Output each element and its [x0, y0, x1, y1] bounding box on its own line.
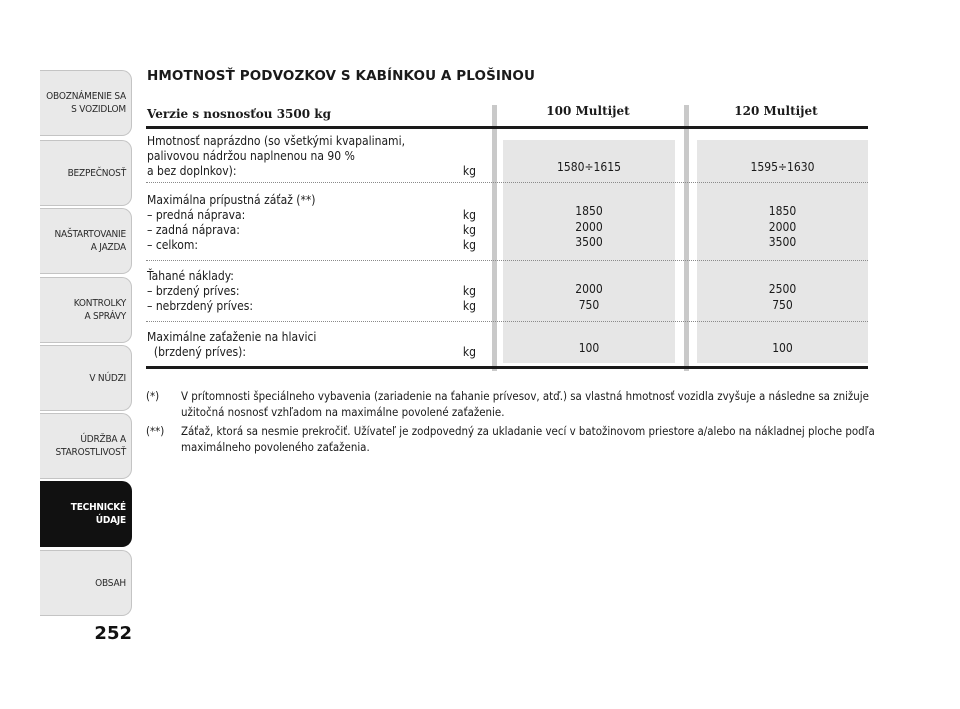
tab-v-nudzi[interactable]: V NÚDZI [40, 345, 132, 411]
row-divider [146, 182, 868, 183]
footnote [146, 388, 876, 420]
row-divider [146, 321, 868, 322]
column-separator [492, 105, 497, 371]
tab-kontrolky[interactable]: KONTROLKY A SPRÁVY [40, 277, 132, 343]
table-cell: 1850 2000 3500 [575, 204, 603, 249]
tab-bezpecnost[interactable]: BEZPEČNOSŤ [40, 140, 132, 206]
row-label-empty-weight: Hmotnosť naprázdno (so všetkými kvapalinami, palivovou nádržou naplnenou na 90 % a bez doplnkov): [147, 134, 406, 178]
row-label-hitch-load: Maximálne zaťaženie na hlavici (brzdený príves): [147, 330, 317, 359]
tab-udrzba[interactable]: ÚDRŽBA A STAROSTLIVOSŤ [40, 413, 132, 479]
page-title: HMOTNOSŤ PODVOZKOV S KABÍNKOU A PLOŠINOU [147, 68, 536, 84]
column-separator [684, 105, 689, 371]
page-number: 252 [94, 623, 132, 644]
row-divider [146, 260, 868, 261]
footnote [146, 423, 876, 455]
table-cell: 100 [578, 341, 600, 355]
footnote-text: V prítomnosti špeciálneho vybavenia (zariadenie na ťahanie prívesov, atď.) sa vlastná hmotnosť vozidla zvyšuje a následne sa znižuje užitočná nosnosť vzhľadom na maximálne povolené zaťaženie. [181, 389, 869, 419]
footnotes [146, 388, 876, 458]
footnote-mark: (*) [146, 389, 160, 403]
unit-column: kg [462, 345, 476, 359]
table-cell: 2500 750 [768, 282, 797, 312]
table-cell: 1850 2000 3500 [768, 204, 797, 249]
unit-column: kg kg [462, 284, 476, 313]
unit-column: kg kg kg [462, 208, 476, 252]
footnote-mark: (**) [146, 424, 165, 438]
tab-obsah[interactable]: OBSAH [40, 550, 132, 616]
weights-table [146, 100, 868, 365]
tab-technicke-udaje[interactable]: TECHNICKÉ ÚDAJE [40, 481, 132, 547]
footnote-text: Záťaž, ktorá sa nesmie prekročiť. Užívateľ je zodpovedný za ukladanie vecí v batožinovom priestore a/alebo na nákladnej ploche podľa maximálneho povoleného zaťaženia. [181, 424, 875, 454]
table-cell: 1580÷1615 [557, 160, 621, 174]
row-label-max-load: Maximálna prípustná záťaž (**) – predná náprava: – zadná náprava: – celkom: [147, 193, 316, 252]
tab-oboznamenie[interactable]: OBOZNÁMENIE SA S VOZIDLOM [40, 70, 132, 136]
table-cell: 1595÷1630 [750, 160, 815, 174]
row-label-towed-loads: Ťahané náklady: – brzdený príves: – nebrzdený príves: [147, 269, 254, 313]
tab-nastartovanie[interactable]: NAŠTARTOVANIE A JAZDA [40, 208, 132, 274]
column-header-120-multijet: 120 Multijet [734, 104, 818, 118]
table-cell: 2000 750 [575, 282, 603, 312]
table-bottom-rule [146, 366, 868, 369]
unit-column: kg [462, 164, 476, 178]
table-cell: 100 [772, 341, 793, 355]
column-header-100-multijet: 100 Multijet [546, 104, 630, 118]
header-rule [146, 126, 868, 129]
table-header-label: Verzie s nosnosťou 3500 kg [147, 107, 331, 121]
